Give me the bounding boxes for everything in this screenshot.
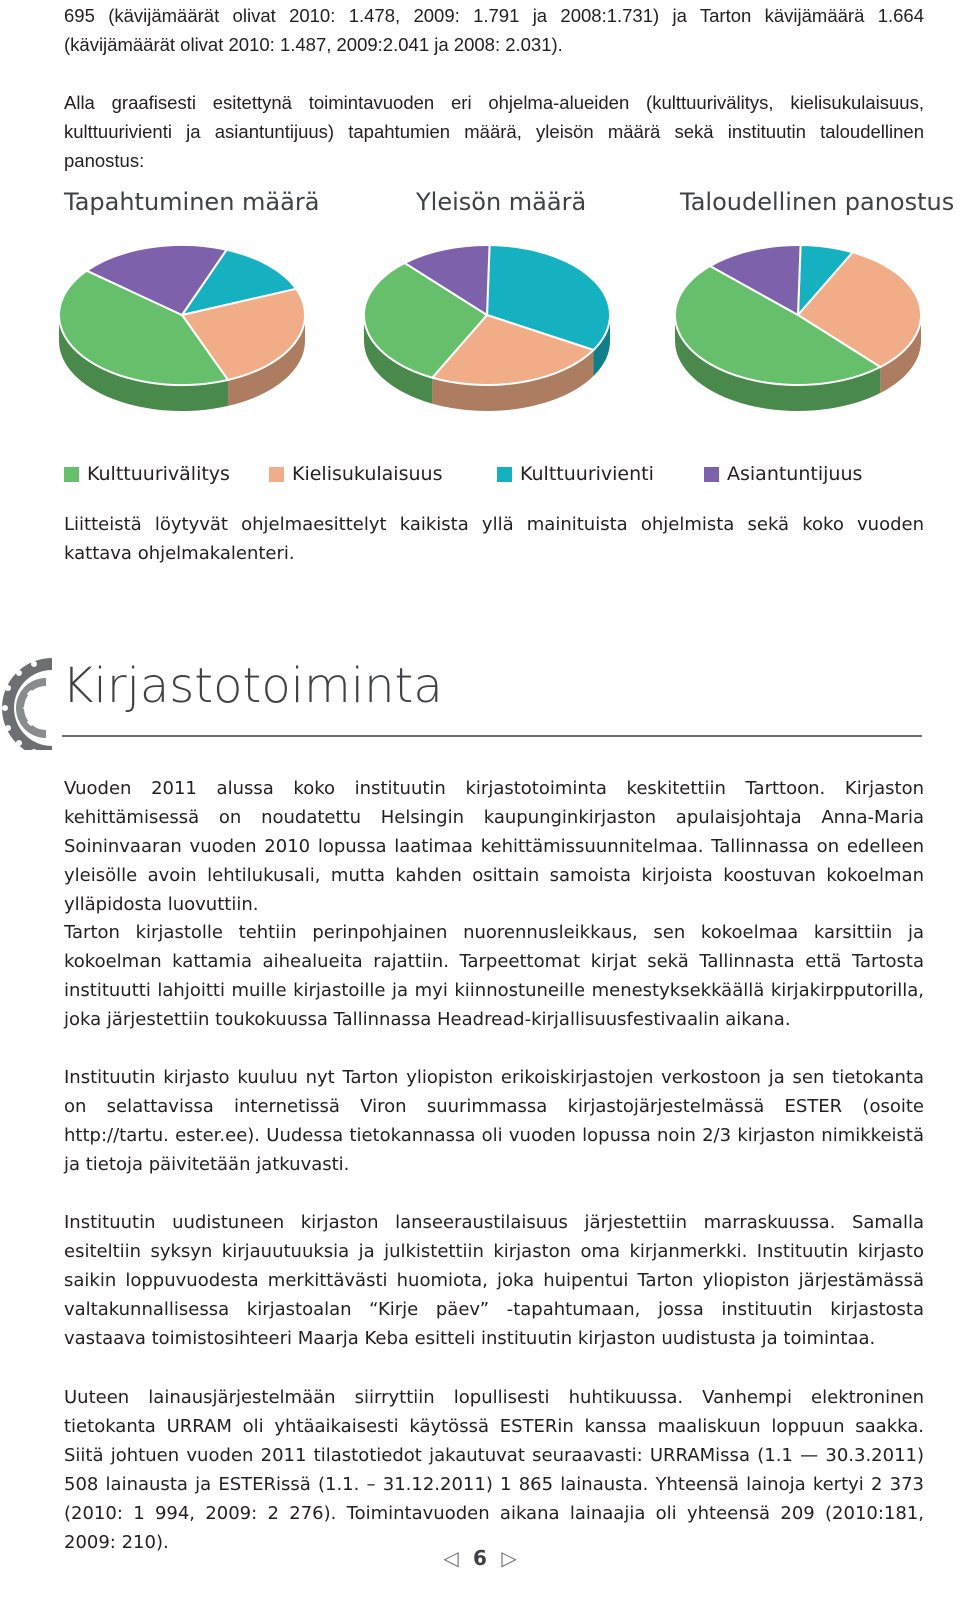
legend-swatch	[704, 467, 719, 482]
legend-swatch	[269, 467, 284, 482]
page-navigation	[0, 1546, 960, 1570]
legend-label: Kielisukulaisuus	[292, 463, 443, 485]
legend-item-kulttuurivalitys	[64, 463, 230, 485]
library-paragraph-1: Vuoden 2011 alussa koko instituutin kirjastotoiminta keskitettiin Tarttoon. Kirjaston kehittämisessä on noudatettu Helsingin kaupunginkirjaston apulaisjohtaja Anna-Maria Soininvaaran vuoden 2010 lopussa laatimaa kehittämissuunnitelmaa. Tallinnassa on edelleen yleisölle avoin lehtilukusali, mutta kahden osittain samoista kirjoista koostuvan kokoelman ylläpidosta luovuttiin.	[64, 778, 924, 915]
legend-label: Asiantuntijuus	[727, 463, 863, 485]
legend-item-kielisukulaisuus	[269, 463, 442, 485]
legend-label: Kulttuurivienti	[520, 463, 654, 485]
legend-item-kulttuurivienti	[497, 463, 654, 485]
next-page-icon[interactable]: ▷	[501, 1546, 517, 1570]
library-paragraph-3: Instituutin kirjasto kuuluu nyt Tarton yliopiston erikoiskirjastojen verkostoon ja sen tietokanta on selattavissa internetissä Viron suurimmassa kirjastojärjestelmässä ESTER (osoite http://tartu. ester.ee). Uudessa tietokannassa oli vuoden lopussa noin 2/3 kirjaston nimikkeistä ja tietoja päivitetään jatkuvasti.	[64, 1067, 924, 1175]
pie-charts	[0, 230, 960, 420]
legend-swatch	[64, 467, 79, 482]
chart-legend	[64, 463, 934, 493]
legend-swatch	[497, 467, 512, 482]
chart-title-audience: Yleisön määrä	[416, 188, 587, 216]
legend-item-asiantuntijuus	[704, 463, 862, 485]
page-number: 6	[473, 1546, 487, 1570]
chart-title-events: Tapahtuminen määrä	[64, 188, 320, 216]
library-paragraph-4: Instituutin uudistuneen kirjaston lanseeraustilaisuus järjestettiin marraskuussa. Samalla esiteltiin syksyn kirjauutuuksia ja julkistettiin kirjaston oma kirjanmerkki. Instituutin kirjasto saikin loppuvuodesta merkittävästi huomiota, joka huipentui Tarton yliopiston järjestämässä valtakunnallisessa kirjastoalan “Kirje päev” -tapahtumaan, jossa instituutin kirjastosta vastaava toimistosihteeri Maarja Keba esitteli instituutin kirjaston uudistusta ja toimintaa.	[64, 1212, 924, 1349]
library-paragraph-2: Tarton kirjastolle tehtiin perinpohjainen nuorennusleikkaus, sen kokoelmaa karsittiin ja kokoelman kattamia aihealueita rajattiin. Tarpeettomat kirjat sekä Tallinnasta että Tartosta instituutti lahjoitti muille kirjastoille ja myi kiinnostuneille menestyksekkäällä kirjakirpputorilla, joka järjestettiin toukokuussa Tallinnassa Headread-kirjallisuusfestivaalin aikana.	[64, 922, 924, 1030]
continued-paragraph: 695 (kävijämäärät olivat 2010: 1.478, 2009: 1.791 ja 2008:1.731) ja Tarton kävijämäärä 1.664 (kävijämäärät olivat 2010: 1.487, 2009:2.041 ja 2008: 2.031).	[64, 5, 924, 55]
section-divider	[62, 735, 922, 737]
chart-title-finance: Taloudellinen panostus	[680, 188, 955, 216]
legend-label: Kulttuurivälitys	[87, 463, 230, 485]
intro-paragraph: Alla graafisesti esitettynä toimintavuoden eri ohjelma-alueiden (kulttuurivälitys, kielisukulaisuus, kulttuurivienti ja asiantuntijuus) tapahtumien määrä, yleisön määrä sekä instituutin taloudellinen panostus:	[64, 92, 924, 171]
prev-page-icon[interactable]: ◁	[443, 1546, 459, 1570]
appendix-note: Liitteistä löytyvät ohjelmaesittelyt kaikista yllä mainituista ohjelmista sekä koko vuoden kattava ohjelmakalenteri.	[64, 514, 924, 564]
library-paragraph-5: Uuteen lainausjärjestelmään siirryttiin lopullisesti huhtikuussa. Vanhempi elektroninen tietokanta URRAM oli yhtäaikaisesti käytössä ESTERin kanssa maaliskuun loppuun saakka. Siitä johtuen vuoden 2011 tilastotiedot jakautuvat seuraavasti: URRAMissa (1.1 — 30.3.2011) 508 lainausta ja ESTERissä (1.1. – 31.12.2011) 1 865 lainausta. Yhteensä lainoja kertyi 2 373 (2010: 1 994, 2009: 2 276). Toimintavuoden aikana lainaajia oli yhteensä 209 (2010:181, 2009: 210).	[64, 1387, 924, 1553]
section-title: Kirjastotoiminta	[62, 658, 443, 714]
